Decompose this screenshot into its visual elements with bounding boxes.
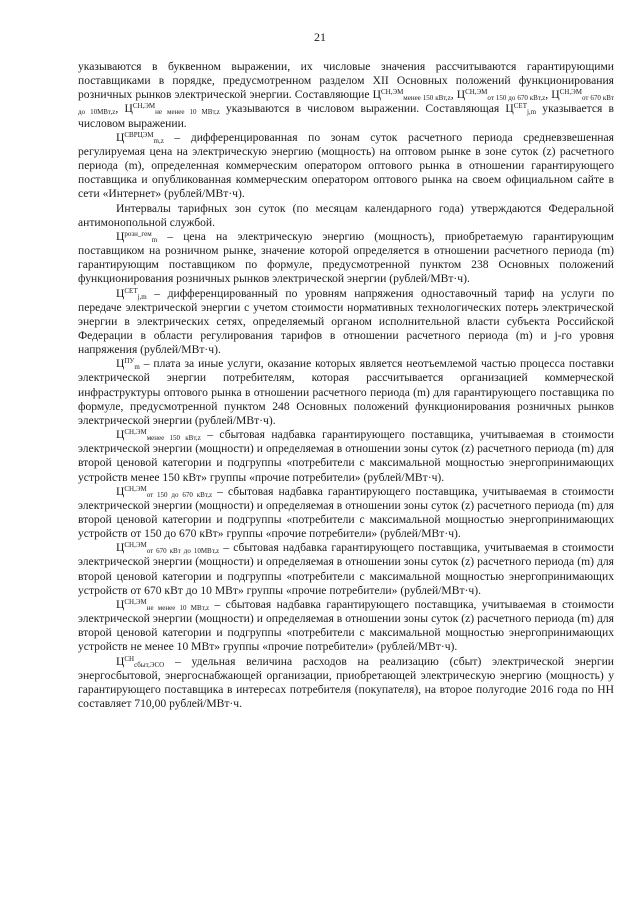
formula-symbol: $Ц^{СН,ЭМ}_{от 670 кВт до 10МВт,z}$ bbox=[116, 541, 220, 556]
paragraph-10 bbox=[78, 598, 614, 655]
document-body bbox=[78, 60, 614, 711]
definition-text: – сбытовая надбавка гарантирующего поставщика, учитываемая в стоимости электрической энергии (мощности) и определяемая в отношении зоны суток (z) расчетного периода (m) для второй ценовой категории и подгруппы «потребители с максимальной мощностью энергопринимающих устройств менее 150 кВт» группы «прочие потребители» (рублей/МВт·ч). bbox=[78, 428, 614, 484]
paragraph-9 bbox=[78, 541, 614, 598]
definition-text: – сбытовая надбавка гарантирующего поставщика, учитываемая в стоимости электрической энергии (мощности) и определяемая в отношении зоны суток (z) расчетного периода (m) для второй ценовой категории и подгруппы «потребители с максимальной мощностью энергопринимающих устройств не менее 10 МВт» группы «прочие потребители» (рублей/МВт·ч). bbox=[78, 597, 614, 654]
definition-text: – удельная величина расходов на реализацию (сбыт) электрической энергии энергосбытовой, энергоснабжающей организации, приобретающей электрическую энергию (мощность) у гарантирующего поставщика в интересах потребителя (покупателя), на второе полугодие 2016 года по НН составляет 710,00 рублей/МВт·ч. bbox=[78, 654, 614, 711]
text: указываются в буквенном выражении, их числовые значения рассчитываются гарантирующими поставщиками в порядке, предусмотренном разделом XII Основных положений функционирования розничных рынков электрической энергии. Составляющие bbox=[78, 60, 614, 102]
formula-symbol: $Ц^{ПУ}_m$ bbox=[116, 357, 140, 372]
definition-text: – дифференцированная по зонам суток расчетного периода средневзвешенная регулируемая цена на электрическую энергию (мощность) на оптовом рынке в зоне суток (z) расчетного периода (m), определенная коммерческим оператором оптового рынка в отношении гарантирующего поставщика и опубликованная коммерческим оператором оптового рынка на своем официальном сайте в сети «Интернет» (рублей/МВт·ч). bbox=[78, 130, 614, 201]
formula-symbol: $Ц^{СН}_{сбыт,ЭСО}$ bbox=[116, 654, 165, 669]
definition-text: – дифференцированный по уровням напряжения одноставочный тариф на услуги по передаче электрической энергии с учетом стоимости нормативных технологических потерь электрической энергии в электрических сетях, определяемый органом исполнительной власти субъекта Российской Федерации в области регулирования тарифов в отношении расчетного периода (m) и j-го уровня напряжения (рублей/МВт·ч). bbox=[78, 286, 614, 357]
text: Интервалы тарифных зон суток (по месяцам календарного года) утверждаются Федеральной антимонопольной службой. bbox=[78, 201, 614, 229]
definition-text: – цена на электрическую энергию (мощность), приобретаемую гарантирующим поставщиком на розничном рынке, значение которой определяется в отношении расчетного периода (m) гарантирующим поставщиком по формуле, предусмотренной пунктом 238 Основных положений функционирования розничных рынков электрической энергии (рублей/МВт·ч). bbox=[78, 229, 614, 286]
symbol-price-670kw-10mw: $Ц^{СН,ЭМ}_{от 670 кВт до 10МВт,z}$ bbox=[78, 88, 614, 117]
paragraph-11 bbox=[78, 655, 614, 712]
paragraph-3 bbox=[78, 202, 614, 230]
definition-text: – сбытовая надбавка гарантирующего поставщика, учитываемая в стоимости электрической энергии (мощности) и определяемая в отношении зоны суток (z) расчетного периода (m) для второй ценовой категории и подгруппы «потребители с максимальной мощностью энергопринимающих устройств от 670 кВт до 10 МВт» группы «прочие потребители» (рублей/МВт·ч). bbox=[78, 541, 614, 597]
formula-symbol: $Ц^{розн\_гем}_m$ bbox=[116, 229, 158, 244]
text: указывается в числовом выражении. bbox=[78, 102, 615, 130]
paragraph-6 bbox=[78, 357, 614, 428]
paragraph-1: указываются в буквенном выражении, их числовые значения рассчитываются гарантирующими поставщиками в порядке, предусмотренном разделом XII Основных положений функционирования розничных рынков электрической энергии. Составляющие $Ц^{СН,ЭМ}_{менее 150 кВт,z}$, $Ц^{СН,ЭМ}_{от 150 до 670 кВт,z}$, $Ц^{СН,ЭМ}_{от 670 кВт до 10МВт,z}$, $Ц^{СН,ЭМ}_{не менее 10 МВт,z}$ указываются в числовом выражении. Составляющая $Ц^{СЕТ}_{j,m}$ указывается в числовом выражении. bbox=[78, 60, 615, 130]
formula-symbol: $Ц^{СЕТ}_{j,m}$ bbox=[116, 286, 147, 301]
paragraph-5 bbox=[78, 287, 614, 358]
formula-symbol: $Ц^{СН,ЭМ}_{от 150 до 670 кВт,z}$ bbox=[116, 484, 213, 499]
symbol-price-below-150kw: $Ц^{СН,ЭМ}_{менее 150 кВт,z}$ bbox=[372, 88, 451, 103]
definition-text: – плата за иные услуги, оказание которых является неотъемлемой частью процесса поставки электрической энергии потребителям, которая рассчитывается организацией коммерческой инфраструктуры оптового рынка в отношении расчетного периода (m) для гарантирующего поставщика по формуле, предусмотренной пунктом 248 Основных положений функционирования розничных рынков электрической энергии (рублей/МВт·ч). bbox=[78, 357, 614, 427]
symbol-price-10mw-plus: $Ц^{СН,ЭМ}_{не менее 10 МВт,z}$ bbox=[124, 102, 220, 117]
text: указываются в числовом выражении. Составляющая bbox=[219, 102, 506, 116]
symbol-price-150-670kw: $Ц^{СН,ЭМ}_{от 150 до 670 кВт,z}$ bbox=[456, 88, 546, 103]
formula-symbol: $Ц^{СН,ЭМ}_{менее 150 кВт,z}$ bbox=[116, 428, 201, 443]
definition-text: – сбытовая надбавка гарантирующего поставщика, учитываемая в стоимости электрической энергии (мощности) и определяемая в отношении зоны суток (z) расчетного периода (m) для второй ценовой категории и подгруппы «потребители с максимальной мощностью энергопринимающих устройств от 150 до 670 кВт» группы «прочие потребители» (рублей/МВт·ч). bbox=[78, 484, 614, 541]
paragraph-4 bbox=[78, 230, 614, 287]
paragraph-7 bbox=[78, 428, 614, 485]
page-number: 21 bbox=[314, 30, 326, 44]
paragraph-8 bbox=[78, 485, 614, 542]
symbol-grid-tariff: $Ц^{СЕТ}_{j,m}$ bbox=[505, 102, 537, 117]
formula-symbol: $Ц^{СВРЦЭМ}_{m,z}$ bbox=[116, 130, 164, 145]
formula-symbol: $Ц^{СН,ЭМ}_{не менее 10 МВт,z}$ bbox=[116, 597, 210, 612]
paragraph-2 bbox=[78, 131, 614, 202]
